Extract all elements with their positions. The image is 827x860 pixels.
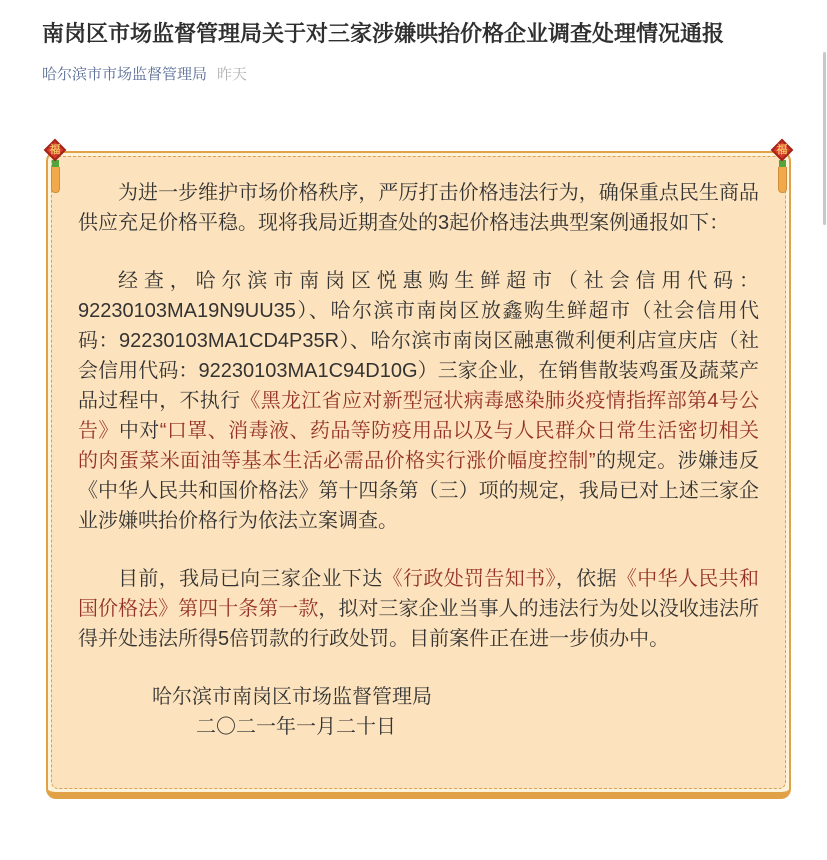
notice-paragraph xyxy=(78,178,759,238)
publish-time: 昨天 xyxy=(217,66,248,83)
body-text: 为进一步维护市场价格秩序，严厉打击价格违法行为，确保重点民生商品供应充足价格平稳。现将我局近期查处的3起价格违法典型案例通报如下： xyxy=(78,182,759,234)
tassel-strip xyxy=(778,167,787,193)
author-link[interactable]: 哈尔滨市市场监督管理局 xyxy=(42,66,208,83)
fu-diamond-icon xyxy=(771,139,794,162)
body-text: 经查，哈尔滨市南岗区悦惠购生鲜超市（社会信用代码：92230103MA19N9UU35）、哈尔滨市南岗区放鑫购生鲜超市（社会信用代码：92230103MA1CD4P35R）、哈尔滨市南岗区融惠微利便利店宣庆店（社会信用代码：92230103MA1C94D10G）三家企业，在销售散装鸡蛋及蔬菜产品过程中，不执行 xyxy=(78,270,759,412)
fu-ornament-right xyxy=(769,142,795,193)
notice-paragraphs xyxy=(78,178,759,654)
body-text: 中对 xyxy=(118,420,160,442)
article-title: 南岗区市场监督管理局关于对三家涉嫌哄抬价格企业调查处理情况通报 xyxy=(42,21,725,46)
highlighted-text: 《行政处罚告知书》 xyxy=(382,568,556,590)
body-text: ，拟对三家企业当事人的违法行为处以没收违法所得并处违法所得5倍罚款的行政处罚。目前案件正在进一步侦办中。 xyxy=(78,598,760,650)
notice-paragraph xyxy=(78,564,759,654)
signature-org: 哈尔滨市南岗区市场监督管理局 xyxy=(152,686,432,708)
tassel-strip xyxy=(51,167,60,193)
fu-character: 福 xyxy=(776,143,788,156)
notice-box xyxy=(46,143,791,799)
highlighted-text: 《黑龙江省应对新型冠状病毒感染肺炎疫情指挥部第4号公告》 xyxy=(78,390,760,442)
fu-ornament-left xyxy=(42,142,68,193)
article-meta xyxy=(42,65,785,85)
notice-paragraph xyxy=(78,266,759,536)
fu-diamond-icon xyxy=(44,139,67,162)
notice-content xyxy=(51,156,786,789)
signature-date: 二〇二一年一月二十日 xyxy=(196,716,396,738)
highlighted-text: 《中华人民共和国价格法》第四十条第一款 xyxy=(78,568,760,620)
fu-character: 福 xyxy=(49,143,61,156)
highlighted-text: “口罩、消毒液、药品等防疫用品以及与人民群众日常生活密切相关的肉蛋菜米面油等基本生活必需品价格实行涨价幅度控制” xyxy=(78,420,760,472)
body-text: 的规定。涉嫌违反《中华人民共和国价格法》第十四条第（三）项的规定，我局已对上述三家企业涉嫌哄抬价格行为依法立案调查。 xyxy=(78,450,759,532)
body-text: 目前，我局已向三家企业下达 xyxy=(118,568,383,590)
scrollbar-thumb[interactable] xyxy=(823,52,826,225)
body-text: ，依据 xyxy=(555,568,617,590)
